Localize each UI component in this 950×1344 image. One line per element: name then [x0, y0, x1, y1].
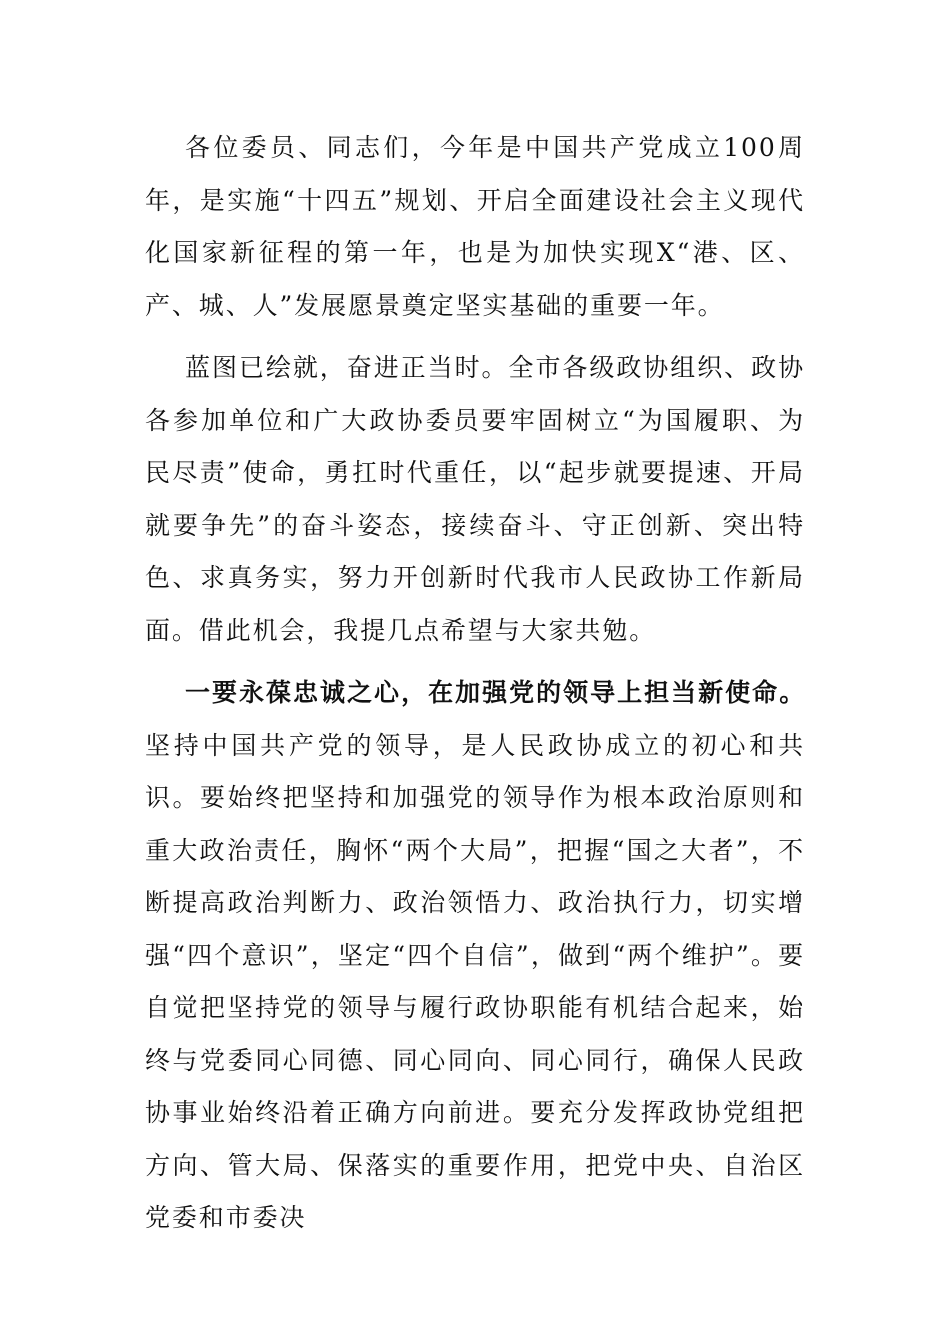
paragraph-lead-heading: 一要永葆忠诚之心，在加强党的领导上担当新使命。 [185, 678, 805, 707]
paragraph-text: 各位委员、同志们，今年是中国共产党成立100周年，是实施“十四五”规划、开启全面建设社会主义现代化国家新征程的第一年，也是为加快实现X“港、区、产、城、人”发展愿景奠定坚实基础的重要一年。 [145, 133, 805, 320]
paragraph-text: 坚持中国共产党的领导，是人民政协成立的初心和共识。要始终把坚持和加强党的领导作为根本政治原则和重大政治责任，胸怀“两个大局”，把握“国之大者”，不断提高政治判断力、政治领悟力、政治执行力，切实增强“四个意识”，坚定“四个自信”，做到“两个维护”。要自觉把坚持党的领导与履行政协职能有机结合起来，始终与党委同心同德、同心同向、同心同行，确保人民政协事业始终沿着正确方向前进。要充分发挥政协党组把方向、管大局、保落实的重要作用，把党中央、自治区党委和市委决 [145, 730, 805, 1232]
document-page [145, 122, 805, 1245]
paragraph-text: 蓝图已绘就，奋进正当时。全市各级政协组织、政协各参加单位和广大政协委员要牢固树立“为国履职、为民尽责”使命，勇扛时代重任，以“起步就要提速、开局就要争先”的奋斗姿态，接续奋斗、守正创新、突出特色、求真务实，努力开创新时代我市人民政协工作新局面。借此机会，我提几点希望与大家共勉。 [145, 353, 805, 645]
paragraph-blueprint [145, 342, 805, 657]
paragraph-point-one [145, 667, 805, 1245]
paragraph-opening [145, 122, 805, 332]
